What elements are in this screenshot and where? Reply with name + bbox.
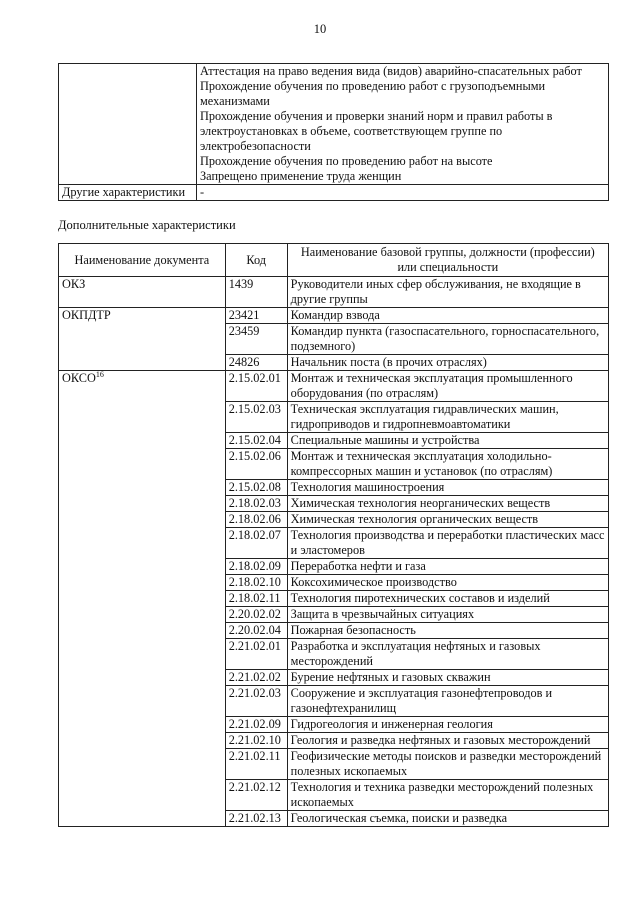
requirements-list	[197, 64, 609, 185]
table-row	[59, 733, 609, 749]
name-cell: Командир взвода	[287, 308, 608, 324]
other-characteristics-label: Другие характеристики	[59, 185, 197, 201]
name-cell: Специальные машины и устройства	[287, 433, 608, 449]
name-cell: Технология пиротехнических составов и изделий	[287, 591, 608, 607]
document-name-continuation	[59, 402, 226, 433]
document-name-continuation	[59, 733, 226, 749]
name-cell: Геологическая съемка, поиски и разведка	[287, 811, 608, 827]
code-cell: 2.21.02.10	[225, 733, 287, 749]
name-cell: Начальник поста (в прочих отраслях)	[287, 355, 608, 371]
code-cell: 2.18.02.10	[225, 575, 287, 591]
name-cell: Руководители иных сфер обслуживания, не входящие в другие группы	[287, 277, 608, 308]
code-cell: 2.18.02.06	[225, 512, 287, 528]
document-name-continuation	[59, 324, 226, 355]
header-code: Код	[225, 244, 287, 277]
code-cell: 24826	[225, 355, 287, 371]
table-row	[59, 355, 609, 371]
code-cell: 2.15.02.04	[225, 433, 287, 449]
table-row	[59, 371, 609, 402]
table-row	[59, 449, 609, 480]
document-name-continuation	[59, 559, 226, 575]
footnote-marker: 16	[95, 369, 104, 379]
requirements-label-cell	[59, 64, 197, 185]
code-cell: 2.20.02.04	[225, 623, 287, 639]
name-cell: Гидрогеология и инженерная геология	[287, 717, 608, 733]
code-cell: 2.21.02.02	[225, 670, 287, 686]
document-name-continuation	[59, 591, 226, 607]
table-row	[59, 277, 609, 308]
document-name-text: ОКПДТР	[62, 308, 111, 322]
name-cell: Коксохимическое производство	[287, 575, 608, 591]
table-row	[59, 480, 609, 496]
table-row	[59, 639, 609, 670]
table-row	[59, 717, 609, 733]
additional-characteristics-table	[58, 243, 609, 827]
name-cell: Техническая эксплуатация гидравлических машин, гидроприводов и гидропневмоавтоматики	[287, 402, 608, 433]
table-row	[59, 607, 609, 623]
document-name-continuation	[59, 811, 226, 827]
code-cell: 2.15.02.03	[225, 402, 287, 433]
document-name-continuation	[59, 780, 226, 811]
document-name-text: ОКСО	[62, 371, 96, 385]
code-cell: 2.20.02.02	[225, 607, 287, 623]
document-name-continuation	[59, 496, 226, 512]
code-cell: 2.18.02.09	[225, 559, 287, 575]
additional-characteristics-title: Дополнительные характеристики	[58, 218, 236, 232]
page-number: 10	[313, 22, 327, 36]
code-cell: 2.18.02.11	[225, 591, 287, 607]
document-name-continuation	[59, 623, 226, 639]
table-row	[59, 512, 609, 528]
requirement-item: Прохождение обучения по проведению работ с грузоподъемными механизмами	[200, 79, 546, 108]
name-cell: Технология производства и переработки пластических масс и эластомеров	[287, 528, 608, 559]
name-cell: Переработка нефти и газа	[287, 559, 608, 575]
name-cell: Химическая технология органических веществ	[287, 512, 608, 528]
name-cell: Бурение нефтяных и газовых скважин	[287, 670, 608, 686]
document-name-continuation	[59, 717, 226, 733]
requirement-item: Прохождение обучения по проведению работ на высоте	[200, 154, 493, 168]
document-name-continuation	[59, 528, 226, 559]
requirement-item: Запрещено применение труда женщин	[200, 169, 402, 183]
name-cell: Технология машиностроения	[287, 480, 608, 496]
table-row	[59, 623, 609, 639]
table-row	[59, 686, 609, 717]
name-cell: Монтаж и техническая эксплуатация промышленного оборудования (по отраслям)	[287, 371, 608, 402]
table-row	[59, 811, 609, 827]
document-name-continuation	[59, 639, 226, 670]
table-body	[59, 277, 609, 827]
requirement-item: Прохождение обучения и проверки знаний норм и правил работы в электроустановках в объеме, соответствующем группе по электробезопасности	[200, 109, 553, 153]
name-cell: Монтаж и техническая эксплуатация холодильно-компрессорных машин и установок (по отраслям)	[287, 449, 608, 480]
document-name-continuation	[59, 449, 226, 480]
document-name-continuation	[59, 480, 226, 496]
document-name-continuation	[59, 355, 226, 371]
table-row	[59, 575, 609, 591]
requirement-item: Аттестация на право ведения вида (видов) аварийно-спасательных работ	[200, 64, 582, 78]
table-row	[59, 591, 609, 607]
code-cell: 2.18.02.03	[225, 496, 287, 512]
requirements-row	[59, 64, 609, 185]
header-name: Наименование базовой группы, должности (профессии) или специальности	[287, 244, 608, 277]
table-row	[59, 496, 609, 512]
name-cell: Геология и разведка нефтяных и газовых месторождений	[287, 733, 608, 749]
document-name-continuation	[59, 607, 226, 623]
code-cell: 2.21.02.13	[225, 811, 287, 827]
table-row	[59, 559, 609, 575]
code-cell: 2.21.02.03	[225, 686, 287, 717]
name-cell: Химическая технология неорганических веществ	[287, 496, 608, 512]
name-cell: Разработка и эксплуатация нефтяных и газовых месторождений	[287, 639, 608, 670]
code-cell: 2.21.02.12	[225, 780, 287, 811]
document-name-continuation	[59, 512, 226, 528]
code-cell: 2.15.02.08	[225, 480, 287, 496]
table-row	[59, 780, 609, 811]
code-cell: 2.15.02.01	[225, 371, 287, 402]
table-row	[59, 670, 609, 686]
code-cell: 1439	[225, 277, 287, 308]
code-cell: 2.21.02.11	[225, 749, 287, 780]
header-document: Наименование документа	[59, 244, 226, 277]
table-row	[59, 402, 609, 433]
table-row	[59, 528, 609, 559]
name-cell: Сооружение и эксплуатация газонефтепроводов и газонефтехранилищ	[287, 686, 608, 717]
table-row	[59, 308, 609, 324]
document-name	[59, 308, 226, 324]
document-name-continuation	[59, 749, 226, 780]
document-name-continuation	[59, 670, 226, 686]
code-cell: 2.21.02.09	[225, 717, 287, 733]
table-row	[59, 324, 609, 355]
document-name	[59, 277, 226, 308]
name-cell: Геофизические методы поисков и разведки месторождений полезных ископаемых	[287, 749, 608, 780]
name-cell: Командир пункта (газоспасательного, горноспасательного, подземного)	[287, 324, 608, 355]
code-cell: 2.18.02.07	[225, 528, 287, 559]
table-header-row	[59, 244, 609, 277]
other-characteristics-row	[59, 185, 609, 201]
name-cell: Защита в чрезвычайных ситуациях	[287, 607, 608, 623]
code-cell: 2.15.02.06	[225, 449, 287, 480]
document-name-text: ОКЗ	[62, 277, 86, 291]
name-cell: Технология и техника разведки месторождений полезных ископаемых	[287, 780, 608, 811]
other-characteristics-value: -	[197, 185, 609, 201]
code-cell: 23421	[225, 308, 287, 324]
name-cell: Пожарная безопасность	[287, 623, 608, 639]
document-name-continuation	[59, 575, 226, 591]
table-row	[59, 749, 609, 780]
table-row	[59, 433, 609, 449]
requirements-table	[58, 63, 609, 201]
document-name-continuation	[59, 433, 226, 449]
code-cell: 2.21.02.01	[225, 639, 287, 670]
document-name-continuation	[59, 686, 226, 717]
document-name	[59, 371, 226, 402]
code-cell: 23459	[225, 324, 287, 355]
